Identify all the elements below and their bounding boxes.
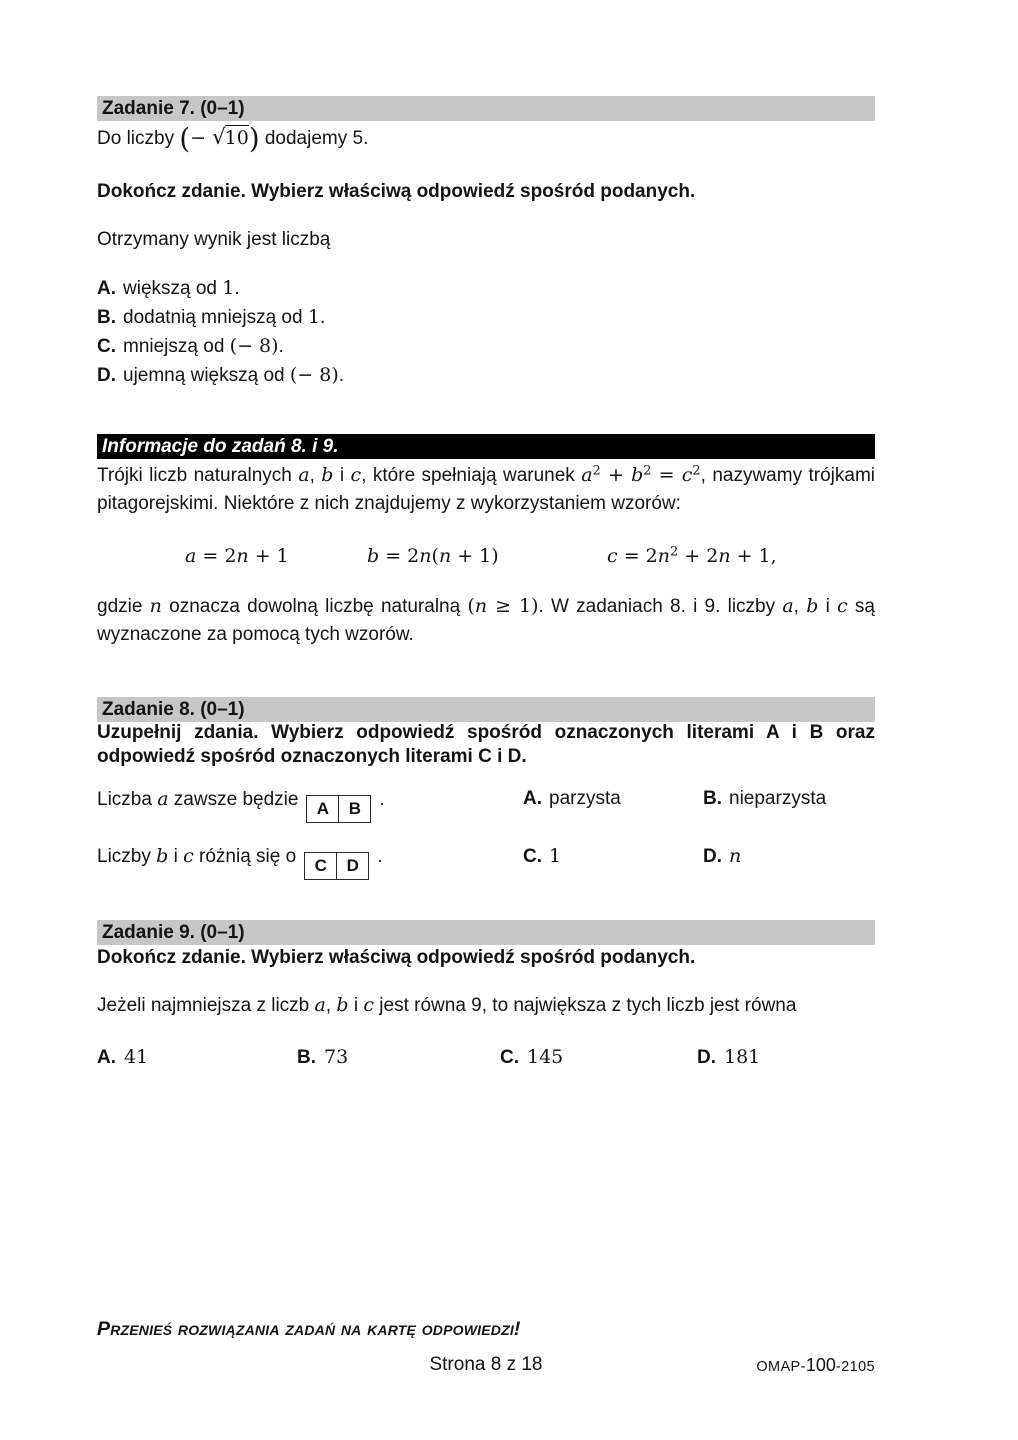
task8-answer-d [703, 839, 741, 874]
answer-label: D. [703, 846, 722, 867]
page-content [97, 0, 875, 1440]
task8-row2-choice-box [304, 852, 369, 880]
answer-label: C. [523, 846, 542, 867]
task9-option-c [500, 1043, 563, 1072]
option-label: A. [97, 1047, 116, 1068]
task9-stem: Jeżeli najmniejsza z liczb a, b i c jest równa 9, to największa z tych liczb jest równa [97, 994, 797, 1016]
task7-option-a [97, 274, 875, 303]
task9-option-a [97, 1043, 148, 1072]
document-code [756, 1352, 875, 1380]
choice-cell-a: A [316, 799, 330, 818]
document-code-mid: 100 [805, 1355, 836, 1375]
task8-answer-c [523, 839, 561, 874]
task7-option-c [97, 332, 875, 361]
info-formulas [97, 538, 875, 574]
task9-options [97, 1043, 875, 1071]
task8-answer-a [523, 782, 621, 816]
task8-row1-stem: Liczba a zawsze będzie [97, 788, 299, 810]
document-code-suffix: -2105 [835, 1359, 875, 1375]
task8-title: Zadanie 8. (0–1) [102, 699, 245, 720]
option-text: dodatnią mniejszą od 1. [123, 306, 326, 328]
option-value: 145 [527, 1046, 564, 1068]
answer-text: 1 [549, 845, 562, 867]
task9-instruction: Dokończ zdanie. Wybierz właściwą odpowiedź spośród podanych. [97, 947, 696, 968]
formula-c: $c = 2n^2 + 2n + 1$, [607, 544, 777, 567]
task8-row2-stem: Liczby b i c różnią się o [97, 845, 297, 867]
option-value: 181 [724, 1046, 761, 1068]
task7-instruction: Dokończ zdanie. Wybierz właściwą odpowiedź spośród podanych. [97, 181, 696, 202]
task8-header-bar [97, 697, 875, 722]
option-label: C. [97, 336, 116, 357]
option-text: mniejszą od (− 8). [123, 335, 284, 357]
info-paragraph-2: gdzie n oznacza dowolną liczbę naturalną (n ≥ 1). W zadaniach 8. i 9. liczby a, b i c są wyznaczone za pomocą tych wzorów. [97, 595, 875, 645]
info-header-bar [97, 434, 875, 459]
task7-intro: Do liczby (− √10) dodajemy 5. [97, 122, 369, 155]
task8-row-2 [97, 839, 875, 873]
formula-b: b = 2n(n + 1) [367, 545, 499, 567]
task9-title: Zadanie 9. (0–1) [102, 922, 245, 943]
option-label: D. [697, 1047, 716, 1068]
option-label: A. [97, 278, 116, 299]
task8-row1-choice-box [306, 795, 371, 823]
task9-option-d [697, 1043, 760, 1072]
info-paragraph-1: Trójki liczb naturalnych a, b i c, które spełniają warunek $a^2 + b^2 = c^2$, nazywamy trójkami pitagorejskimi. Niektóre z nich znajdujemy z wykorzystaniem wzorów: [97, 463, 876, 514]
option-label: D. [97, 365, 116, 386]
sentence-period: . [377, 846, 383, 867]
page-number: Strona 8 z 18 [429, 1354, 543, 1375]
sentence-period: . [379, 789, 385, 810]
document-code-prefix: OMAP- [756, 1359, 806, 1375]
task9-header-bar [97, 920, 875, 945]
info-title: Informacje do zadań 8. i 9. [102, 436, 339, 457]
task7-option-b [97, 303, 875, 332]
task8-row-1 [97, 782, 875, 816]
option-label: C. [500, 1047, 519, 1068]
task8-instruction: Uzupełnij zdania. Wybierz odpowiedź spośród oznaczonych literami A i B oraz odpowiedź spośród oznaczonych literami C i D. [97, 722, 875, 767]
task7-stem: Otrzymany wynik jest liczbą [97, 229, 331, 250]
answer-text: parzysta [549, 788, 621, 809]
option-value: 73 [324, 1046, 349, 1068]
option-value: 41 [124, 1046, 149, 1068]
choice-cell-d: D [336, 853, 368, 879]
task7-title: Zadanie 7. (0–1) [102, 98, 245, 119]
option-text: ujemną większą od (− 8). [123, 364, 345, 386]
task8-answer-b [703, 782, 826, 816]
task7-options [97, 274, 875, 390]
answer-text: n [729, 845, 742, 867]
option-label: B. [297, 1047, 316, 1068]
formula-a: a = 2n + 1 [185, 545, 289, 567]
task7-option-d [97, 361, 875, 390]
option-label: B. [97, 307, 116, 328]
answer-label: A. [523, 788, 542, 809]
choice-cell-b: B [338, 796, 370, 822]
answer-text: nieparzysta [729, 788, 827, 809]
footer-page-line [97, 1352, 875, 1378]
choice-cell-c: C [314, 856, 327, 875]
answer-label: B. [703, 788, 722, 809]
option-text: większą od 1. [123, 277, 240, 299]
footer-transfer-notice: Przenieś rozwiązania zadań na kartę odpowiedzi! [97, 1318, 521, 1340]
task9-option-b [297, 1043, 348, 1072]
